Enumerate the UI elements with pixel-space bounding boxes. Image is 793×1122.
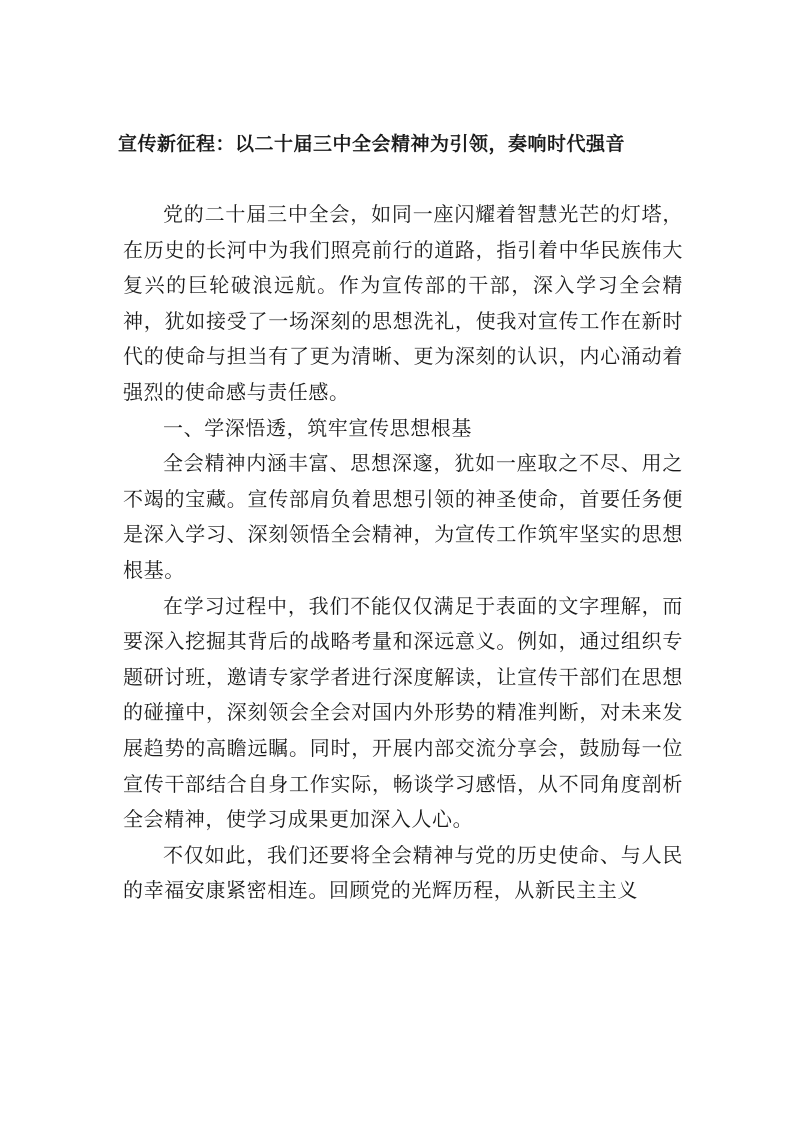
paragraph-intro: 党的二十届三中全会，如同一座闪耀着智慧光芒的灯塔，在历史的长河中为我们照亮前行的道路，指引着中华民族伟大复兴的巨轮破浪远航。作为宣传部的干部，深入学习全会精神，犹如接受了一场深刻的思想洗礼，使我对宣传工作在新时代的使命与担当有了更为清晰、更为深刻的认识，内心涌动着强烈的使命感与责任感。 [123, 202, 683, 404]
section-heading-1: 一、学深悟透，筑牢宣传思想根基 [163, 415, 472, 440]
document-title: 宣传新征程：以二十届三中全会精神为引领，奏响时代强音 [118, 133, 626, 155]
paragraph-section1-3: 不仅如此，我们还要将全会精神与党的历史使命、与人民的幸福安康紧密相连。回顾党的光辉历程，从新民主主义 [123, 842, 683, 903]
document-body [123, 197, 683, 909]
paragraph-section1-2: 在学习过程中，我们不能仅仅满足于表面的文字理解，而要深入挖掘其背后的战略考量和深远意义。例如，通过组织专题研讨班，邀请专家学者进行深度解读，让宣传干部们在思想的碰撞中，深刻领会全会对国内外形势的精准判断，对未来发展趋势的高瞻远瞩。同时，开展内部交流分享会，鼓励每一位宣传干部结合自身工作实际，畅谈学习感悟，从不同角度剖析全会精神，使学习成果更加深入人心。 [123, 593, 683, 832]
paragraph-section1-1: 全会精神内涵丰富、思想深邃，犹如一座取之不尽、用之不竭的宝藏。宣传部肩负着思想引领的神圣使命，首要任务便是深入学习、深刻领悟全会精神，为宣传工作筑牢坚实的思想根基。 [123, 451, 683, 582]
